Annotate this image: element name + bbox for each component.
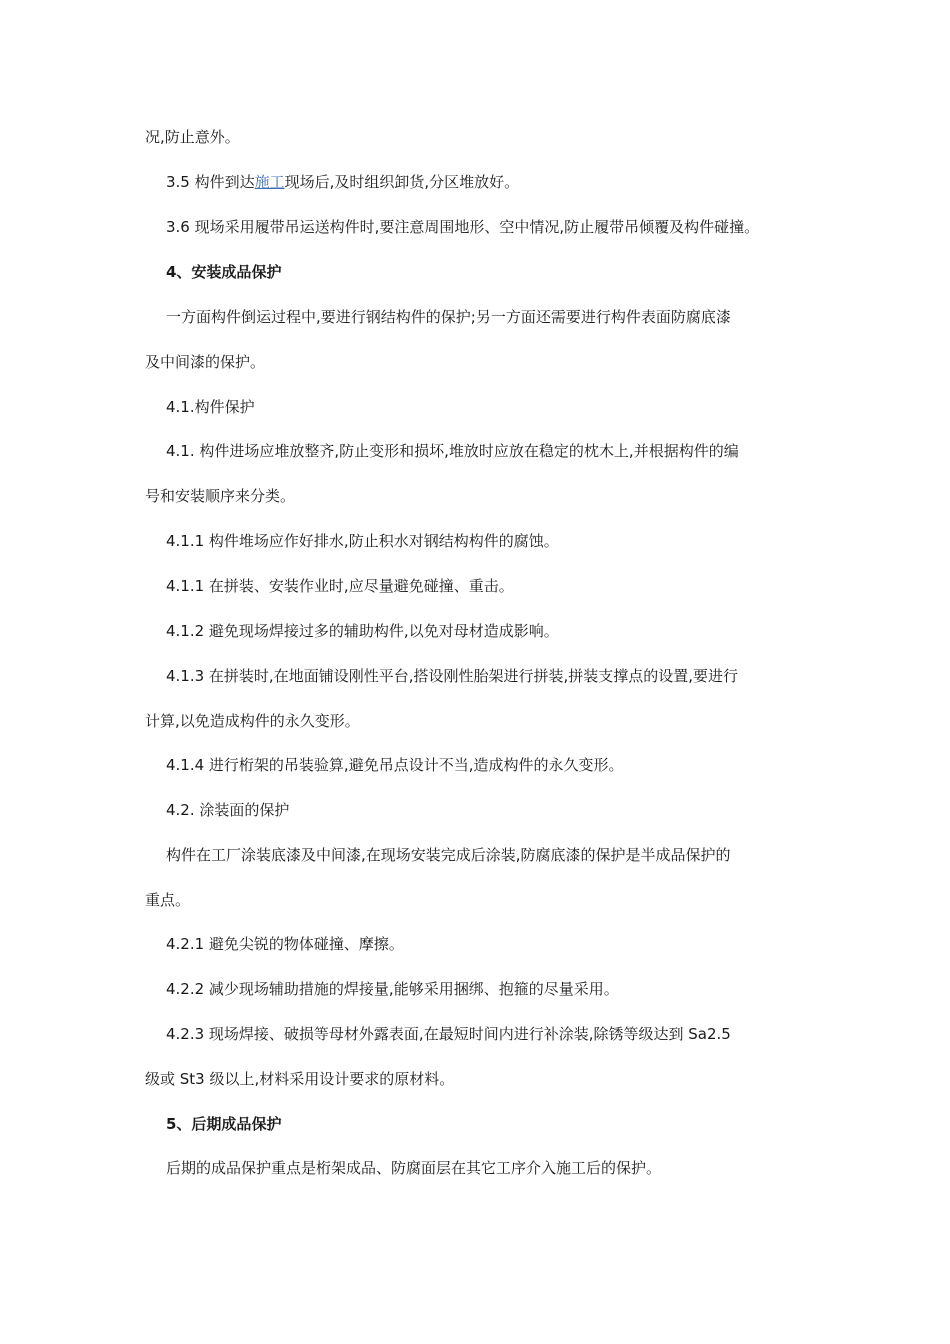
paragraph-line: 3.6 现场采用履带吊运送构件时,要注意周围地形、空中情况,防止履带吊倾覆及构件碰撞。 [166,218,760,236]
paragraph-line: 况,防止意外。 [145,128,240,146]
paragraph-line: 4.1.1 在拼装、安装作业时,应尽量避免碰撞、重击。 [166,577,514,595]
paragraph-line: 4.1.1 构件堆场应作好排水,防止积水对钢结构构件的腐蚀。 [166,532,559,550]
paragraph-line: 4.1.3 在拼装时,在地面铺设刚性平台,搭设刚性胎架进行拼装,拼装支撑点的设置,要进行 [166,667,739,685]
paragraph-line: 重点。 [145,891,191,909]
paragraph-line: 4.2.1 避免尖锐的物体碰撞、摩擦。 [166,935,404,953]
paragraph-line: 4.1.2 避免现场焊接过多的辅助构件,以免对母材造成影响。 [166,622,559,640]
section-heading: 4、安装成品保护 [166,263,282,281]
paragraph-line: 号和安装顺序来分类。 [145,487,296,505]
paragraph-line: 及中间漆的保护。 [145,353,266,371]
paragraph-line: 级或 St3 级以上,材料采用设计要求的原材料。 [145,1070,455,1088]
paragraph-line: 一方面构件倒运过程中,要进行钢结构件的保护;另一方面还需要进行构件表面防腐底漆 [166,308,731,326]
subsection-heading: 4.1.构件保护 [166,398,255,416]
section-heading: 5、后期成品保护 [166,1115,282,1133]
line-text: 3.5 构件到达 [166,173,255,191]
paragraph-line: 计算,以免造成构件的永久变形。 [145,712,360,730]
construction-link[interactable]: 施工 [254,173,285,191]
line-text: 现场后,及时组织卸货,分区堆放好。 [284,173,520,191]
paragraph-line: 4.2.3 现场焊接、破损等母材外露表面,在最短时间内进行补涂装,除锈等级达到 Sa2.5 [166,1025,731,1043]
paragraph-line: 4.1. 构件进场应堆放整齐,防止变形和损坏,堆放时应放在稳定的枕木上,并根据构件的编 [166,442,739,460]
paragraph-line: 4.1.4 进行桁架的吊装验算,避免吊点设计不当,造成构件的永久变形。 [166,756,624,774]
paragraph-line [166,172,950,192]
subsection-heading: 4.2. 涂装面的保护 [166,801,290,819]
paragraph-line: 4.2.2 减少现场辅助措施的焊接量,能够采用捆绑、抱箍的尽量采用。 [166,980,619,998]
paragraph-line: 后期的成品保护重点是桁架成品、防腐面层在其它工序介入施工后的保护。 [166,1159,662,1177]
paragraph-line: 构件在工厂涂装底漆及中间漆,在现场安装完成后涂装,防腐底漆的保护是半成品保护的 [166,846,731,864]
